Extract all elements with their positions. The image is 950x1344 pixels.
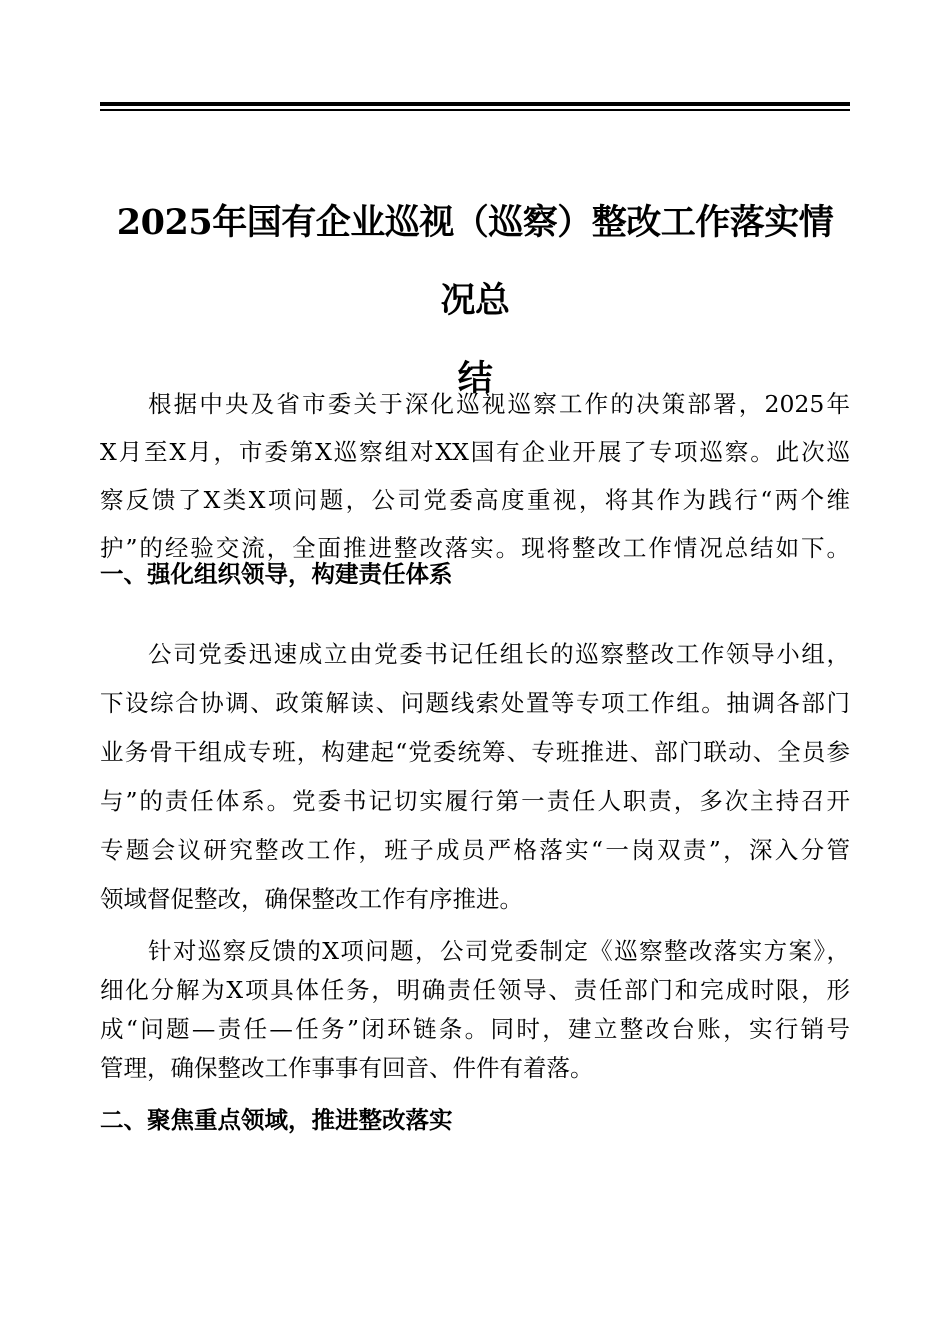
intro-line: 根据中央及省市委关于深化巡视巡察工作的决策部署，2025年 xyxy=(148,390,850,418)
intro-line: 护”的经验交流，全面推进整改落实。现将整改工作情况总结如下。 xyxy=(100,534,850,562)
header-rule-thick xyxy=(100,102,850,106)
section-heading-2: 二、聚焦重点领域，推进整改落实 xyxy=(100,1106,453,1134)
paragraph-line: 专题会议研究整改工作，班子成员严格落实“一岗双责”，深入分管 xyxy=(100,836,850,864)
intro-line: X月至X月，市委第X巡察组对XX国有企业开展了专项巡察。此次巡 xyxy=(100,438,850,466)
header-rule-thin xyxy=(100,109,850,111)
paragraph-line: 领域督促整改，确保整改工作有序推进。 xyxy=(100,885,523,913)
paragraph-line: 与”的责任体系。党委书记切实履行第一责任人职责，多次主持召开 xyxy=(100,787,850,815)
paragraph-line: 下设综合协调、政策解读、问题线索处置等专项工作组。抽调各部门 xyxy=(100,689,850,717)
paragraph-line: 公司党委迅速成立由党委书记任组长的巡察整改工作领导小组， xyxy=(148,640,850,668)
paragraph-line: 业务骨干组成专班，构建起“党委统筹、专班推进、部门联动、全员参 xyxy=(100,738,850,766)
section-heading-1: 一、强化组织领导，构建责任体系 xyxy=(100,560,453,588)
paragraph-line: 针对巡察反馈的X项问题，公司党委制定《巡察整改落实方案》， xyxy=(148,937,850,965)
intro-line: 察反馈了X类X项问题，公司党委高度重视，将其作为践行“两个维 xyxy=(100,486,850,514)
paragraph-line: 细化分解为X项具体任务，明确责任领导、责任部门和完成时限，形 xyxy=(100,976,850,1004)
title-line-2: 结 xyxy=(457,358,493,399)
paragraph-line: 成“问题—责任—任务”闭环链条。同时，建立整改台账，实行销号 xyxy=(100,1015,850,1043)
paragraph-line: 管理，确保整改工作事事有回音、件件有着落。 xyxy=(100,1054,594,1082)
title-line-1: 2025年国有企业巡视（巡察）整改工作落实情况总 xyxy=(116,202,834,321)
